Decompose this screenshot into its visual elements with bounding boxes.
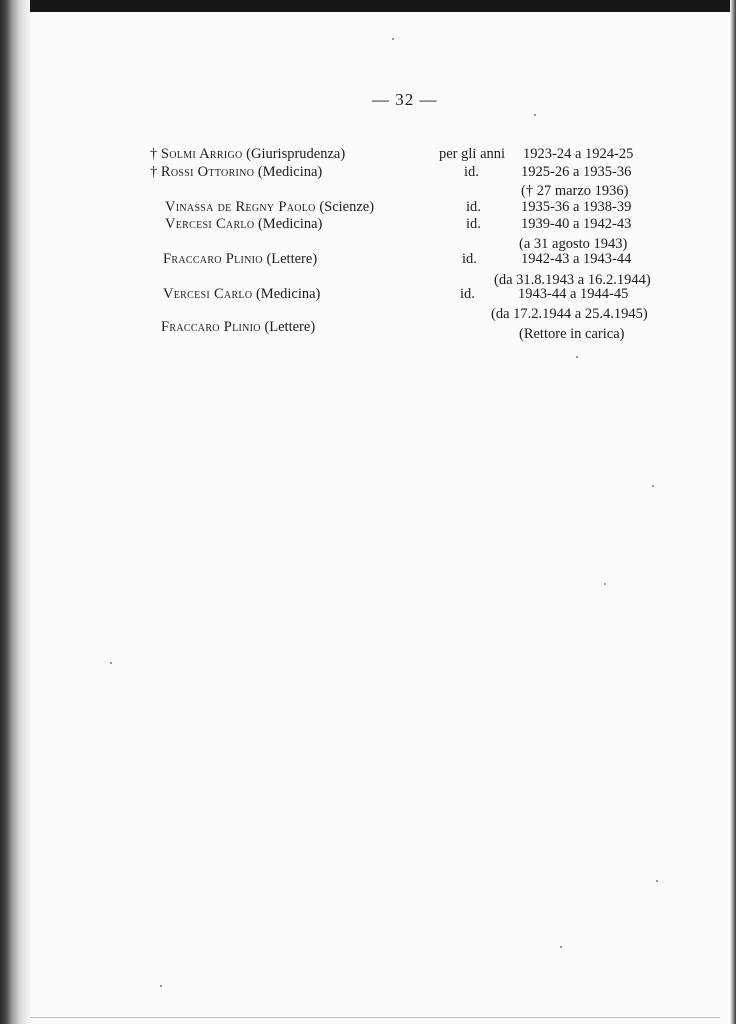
- entry-name: [150, 164, 322, 181]
- scan-speck: [110, 662, 112, 664]
- years-prefix: per gli anni: [439, 146, 506, 162]
- years-prefix: id.: [460, 286, 475, 302]
- scan-speck: [604, 583, 606, 585]
- faculty: (Giurisprudenza): [246, 146, 346, 162]
- person-name: Rossi Ottorino: [160, 164, 255, 180]
- list-item: [0, 286, 736, 306]
- scan-speck: [534, 114, 536, 116]
- person-name: Fraccaro Plinio: [163, 251, 263, 267]
- entry-name: [163, 286, 320, 303]
- years-range: 1942-43 a 1943-44: [521, 251, 632, 267]
- list-item: [0, 216, 736, 236]
- scan-speck: [656, 880, 658, 882]
- entry-name: [150, 146, 345, 163]
- list-item-note: [0, 326, 736, 346]
- person-name: Vercesi Carlo: [165, 216, 255, 232]
- years-range: 1923-24 a 1924-25: [523, 146, 634, 162]
- scan-bottom-line: [30, 1017, 720, 1018]
- years-range: 1939-40 a 1942-43: [521, 216, 632, 232]
- faculty: (Lettere): [264, 319, 316, 335]
- faculty: (Medicina): [257, 216, 323, 232]
- faculty: (Medicina): [257, 164, 323, 180]
- faculty: (Scienze): [319, 199, 375, 215]
- entry-name: [165, 216, 322, 233]
- entry-note: (Rettore in carica): [519, 326, 625, 342]
- list-item: [0, 251, 736, 271]
- years-range: 1925-26 a 1935-36: [521, 164, 632, 180]
- faculty: (Medicina): [255, 286, 321, 302]
- cross-mark: †: [150, 146, 158, 162]
- scan-speck: [392, 38, 394, 40]
- entry-note: (a 31 agosto 1943): [519, 236, 628, 252]
- years-prefix: id.: [466, 199, 481, 215]
- faculty: (Lettere): [266, 251, 318, 267]
- entry-note: (da 17.2.1944 a 25.4.1945): [491, 306, 648, 322]
- scan-top-border: [0, 0, 736, 12]
- entry-note: (da 31.8.1943 a 16.2.1944): [494, 272, 651, 288]
- person-name: Solmi Arrigo: [160, 146, 243, 162]
- scan-speck: [160, 985, 162, 987]
- years-prefix: id.: [462, 251, 477, 267]
- person-name: Vinassa de Regny Paolo: [165, 199, 316, 215]
- person-name: Fraccaro Plinio: [161, 319, 261, 335]
- years-range: 1943-44 a 1944-45: [518, 286, 629, 302]
- entry-note: († 27 marzo 1936): [521, 183, 629, 199]
- entry-name: [165, 199, 374, 216]
- list-item: [0, 146, 736, 166]
- scan-speck: [652, 485, 654, 487]
- years-prefix: id.: [464, 164, 479, 180]
- cross-mark: †: [150, 164, 158, 180]
- page-number: — 32 —: [372, 90, 438, 109]
- entry-name: [163, 251, 317, 268]
- years-prefix: id.: [466, 216, 481, 232]
- list-item: [0, 164, 736, 184]
- scan-speck: [576, 356, 578, 358]
- years-range: 1935-36 a 1938-39: [521, 199, 632, 215]
- person-name: Vercesi Carlo: [163, 286, 253, 302]
- scan-speck: [560, 946, 562, 948]
